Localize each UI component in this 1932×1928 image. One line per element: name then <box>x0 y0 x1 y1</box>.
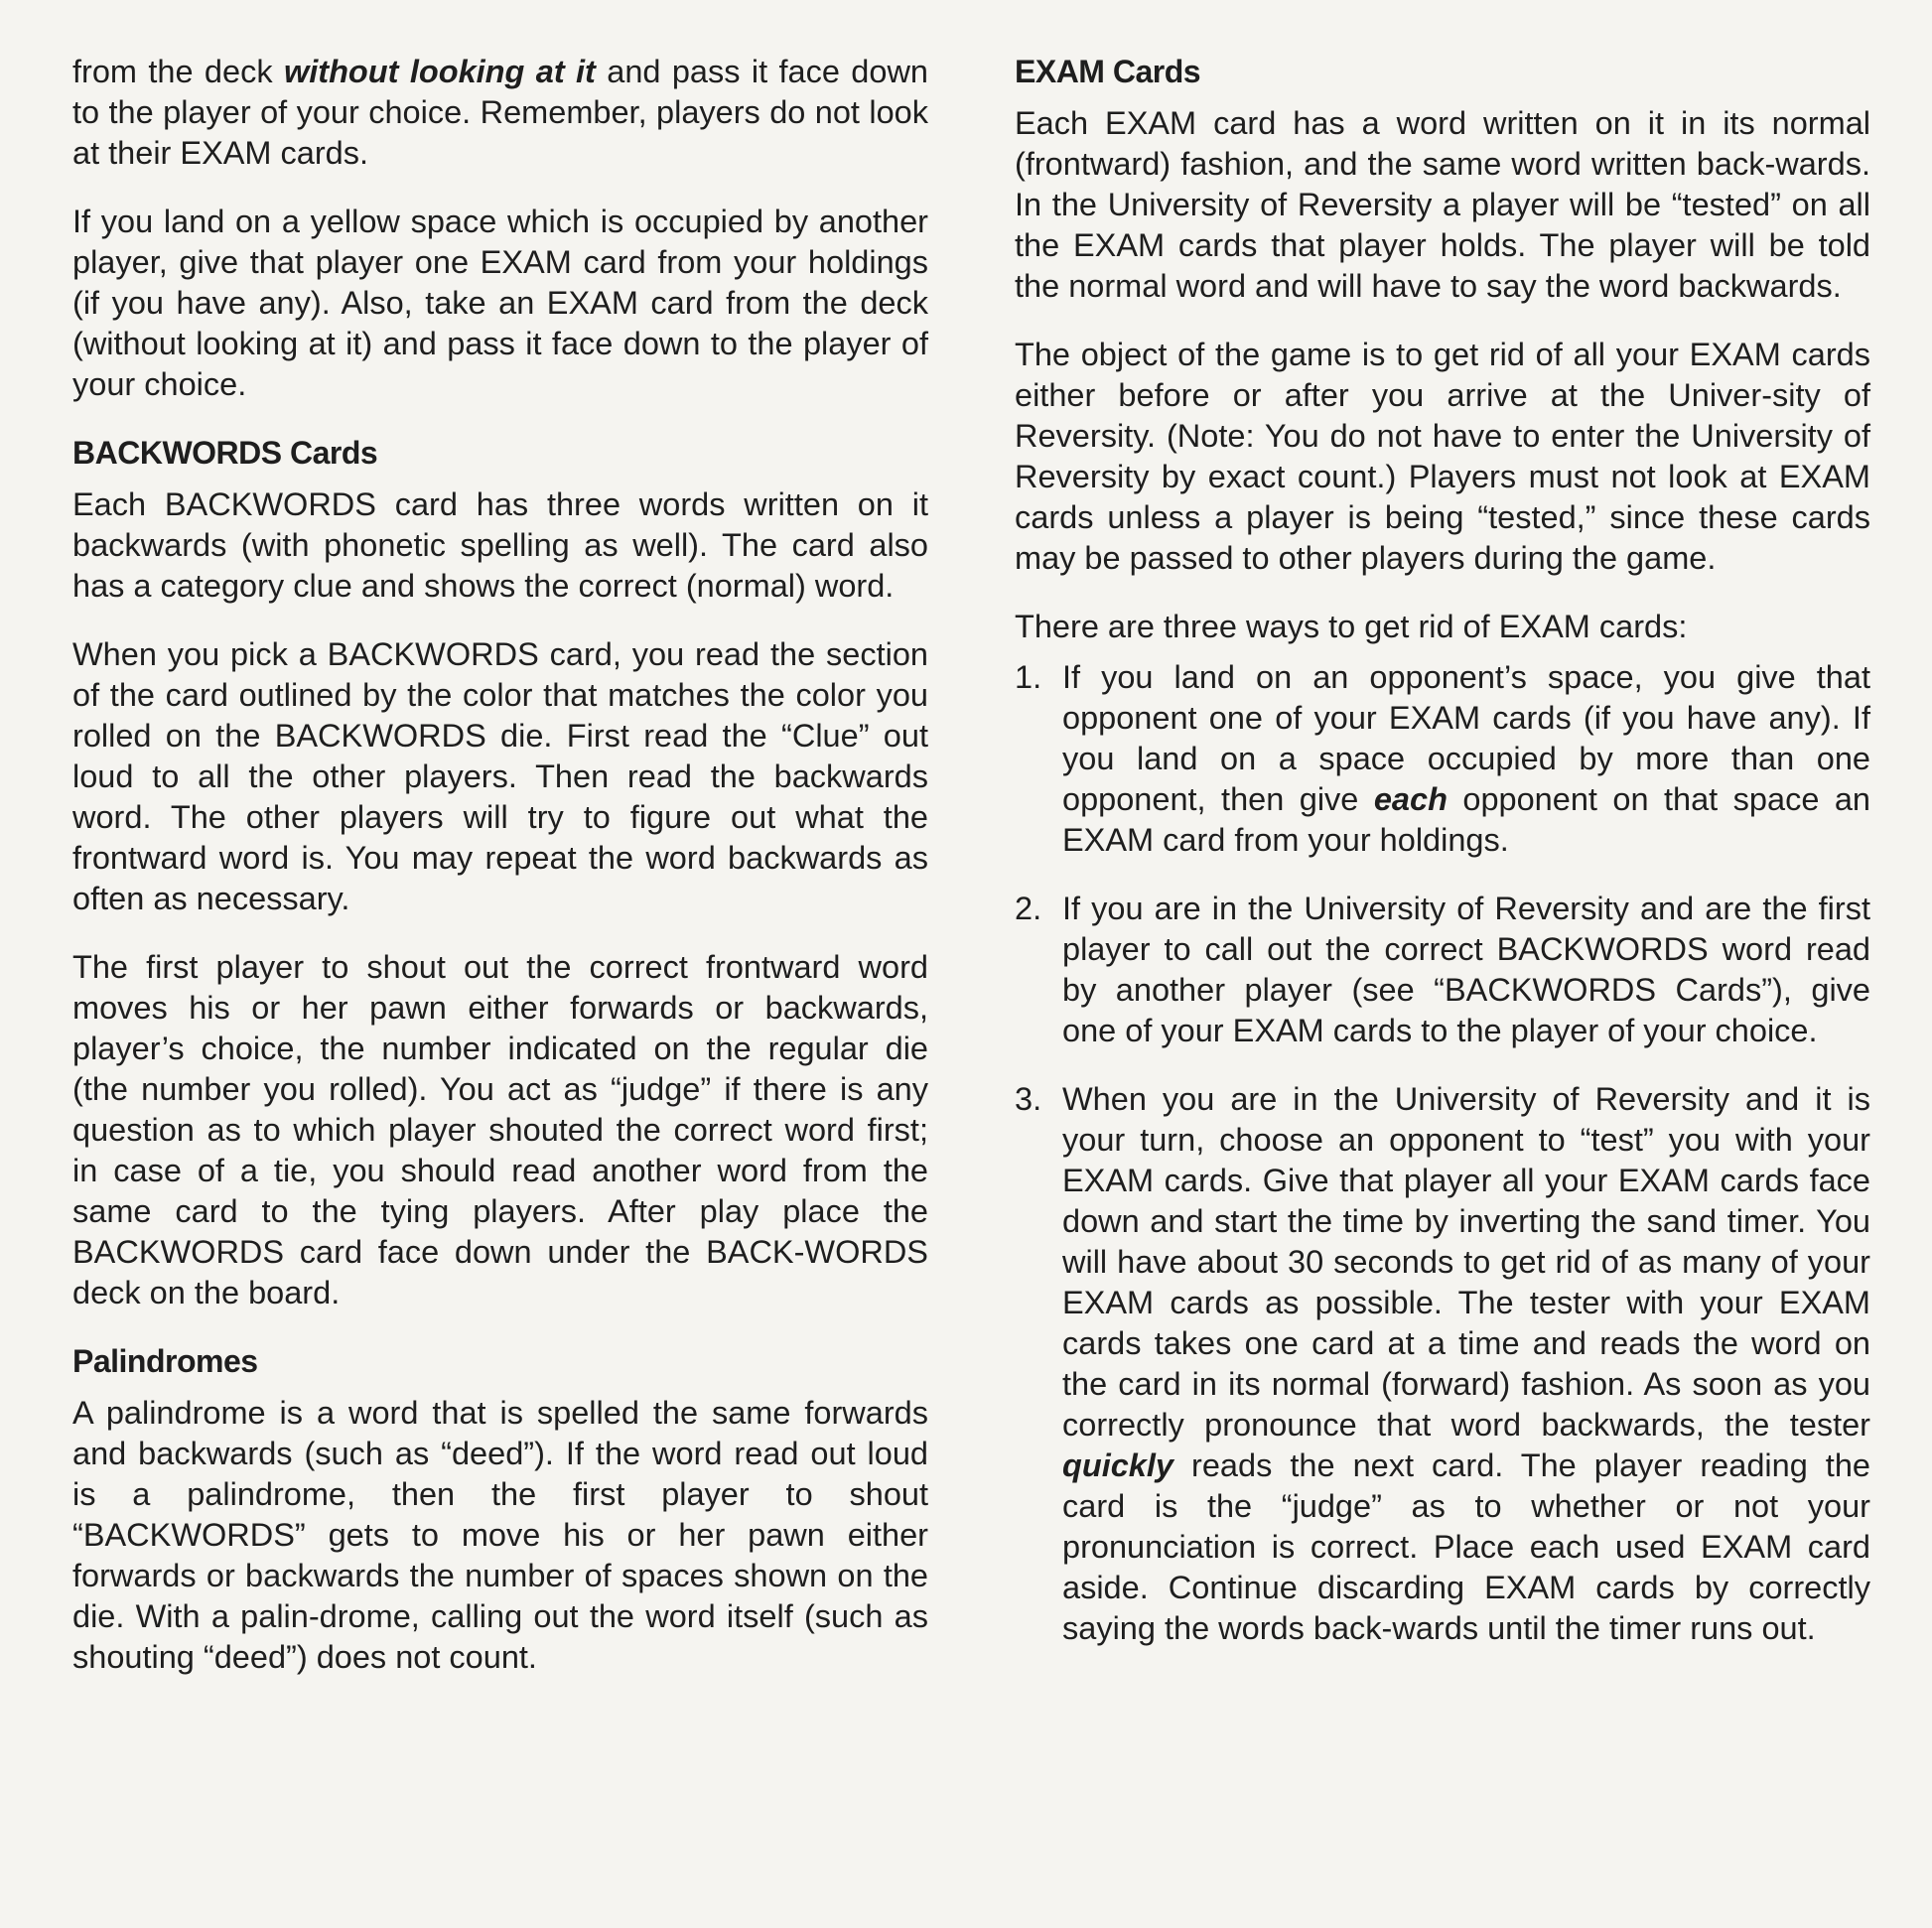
paragraph-first-player: The first player to shout out the correct frontward word moves his or her pawn either forwards or backwards, player’s choice, the number indicated on the regular die (the number you rolled). You act as “judge” if there is any question as to which player shouted the correct word first; in case of a tie, you should read another word from the same card to the tying players. After play place the BACKWORDS card face down under the BACK-WORDS deck on the board. <box>72 949 928 1310</box>
paragraph-exam-card: Each EXAM card has a word written on it in its normal (frontward) fashion, and the same word written back-wards. In the University of Reversity a player will be “tested” on all the EXAM cards that player holds. The player will be told the normal word and will have to say the word backwards. <box>1015 105 1870 304</box>
paragraph-palindrome: A palindrome is a word that is spelled the same forwards and backwards (such as “deed”). If the word read out loud is a palindrome, then the first player to shout “BACKWORDS” gets to move his or her pawn either forwards or backwards the number of spaces shown on the die. With a palin-drome, calling out the word itself (such as shouting “deed”) does not count. <box>72 1395 928 1675</box>
text-run: and pass it face down to the player of your choice. Remember, players do not look at their EXAM cards. <box>72 54 928 171</box>
heading-palindromes: Palindromes <box>72 1343 258 1379</box>
list-item <box>1015 889 1870 1051</box>
text-run: If you are in the University of Reversity and are the first player to call out the correct BACKWORDS word read by another player (see “BACKWORDS Cards”), give one of your EXAM cards to the player of your choice. <box>1062 891 1870 1048</box>
list-item <box>1015 1079 1870 1649</box>
paragraph-pass-card <box>72 52 928 174</box>
emphasis-text: quickly <box>1062 1447 1173 1483</box>
heading-exam-cards: EXAM Cards <box>1015 54 1201 89</box>
text-run: reads the next card. The player reading the card is the “judge” as to whether or not your pronunciation is correct. Place each used EXAM card aside. Continue discarding EXAM cards by correctly saying the words back-wards until the timer runs out. <box>1062 1447 1870 1646</box>
list-number: 1. <box>1015 659 1042 695</box>
ways-list <box>1015 657 1870 1649</box>
list-number: 2. <box>1015 891 1042 926</box>
heading-backwords-cards: BACKWORDS Cards <box>72 435 378 471</box>
left-column <box>72 52 928 1706</box>
text-run: If you land on an opponent’s space, you give that opponent one of your EXAM cards (if you have any). If you land on a space occupied by more than one opponent, then give <box>1062 659 1870 817</box>
paragraph-three-ways: There are three ways to get rid of EXAM cards: <box>1015 609 1688 644</box>
paragraph-object: The object of the game is to get rid of all your EXAM cards either before or after you arrive at the Univer-sity of Reversity. (Note: You do not have to enter the University of Reversity by exact count.) Players must not look at EXAM cards unless a player is being “tested,” since these cards may be passed to other players during the game. <box>1015 337 1870 576</box>
emphasis-text: each <box>1373 781 1448 817</box>
right-column <box>1015 52 1870 1677</box>
paragraph-yellow-space: If you land on a yellow space which is occupied by another player, give that player one EXAM card from your holdings (if you have any). Also, take an EXAM card from the deck (without looking at it) and pass it face down to the player of your choice. <box>72 204 928 402</box>
emphasis-text: without looking at it <box>283 54 596 89</box>
list-item <box>1015 657 1870 861</box>
text-run: When you are in the University of Reversity and it is your turn, choose an opponent to “test” you with your EXAM cards. Give that player all your EXAM cards face down and start the time by inverting the sand timer. You will have about 30 seconds to get rid of as many of your EXAM cards as possible. The tester with your EXAM cards takes one card at a time and reads the word on the card in its normal (forward) fashion. As soon as you correctly pronounce that word backwards, the tester <box>1062 1081 1870 1443</box>
paragraph-pick-backwords: When you pick a BACKWORDS card, you read the section of the card outlined by the color that matches the color you rolled on the BACKWORDS die. First read the “Clue” out loud to all the other players. Then read the backwards word. The other players will try to figure out what the frontward word is. You may repeat the word backwards as often as necessary. <box>72 636 928 916</box>
text-run: from the deck <box>72 54 284 89</box>
text-run: opponent on that space an EXAM card from your holdings. <box>1062 781 1870 858</box>
paragraph-backwords-card: Each BACKWORDS card has three words written on it backwards (with phonetic spelling as well). The card also has a category clue and shows the correct (normal) word. <box>72 486 928 604</box>
list-number: 3. <box>1015 1081 1042 1117</box>
